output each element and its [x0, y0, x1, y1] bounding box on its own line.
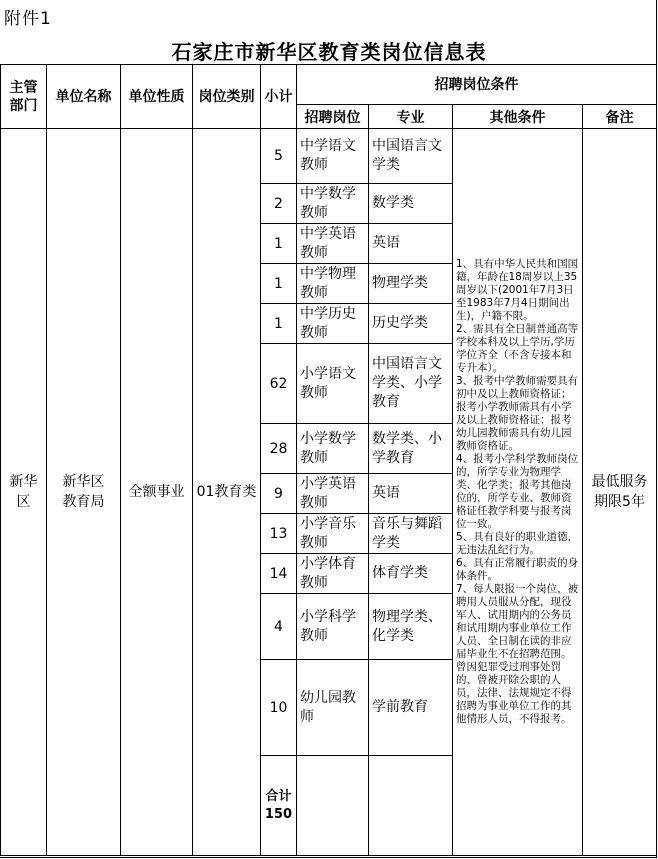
count-cell: 1: [261, 304, 297, 344]
unit-name-cell: 新华区教育局: [47, 129, 121, 856]
post-cell: 小学语文教师: [297, 344, 369, 424]
major-cell: 音乐与舞蹈学类: [369, 514, 453, 554]
post-cell: 中学数学教师: [297, 184, 369, 224]
count-cell: 14: [261, 554, 297, 594]
header-unit-name: 单位名称: [47, 65, 121, 129]
major-cell: 历史学类: [369, 304, 453, 344]
header-post-type: 岗位类别: [193, 65, 261, 129]
major-cell: 学前教育: [369, 660, 453, 756]
post-cell: 中学英语教师: [297, 224, 369, 264]
major-cell: 物理学类: [369, 264, 453, 304]
post-cell: 小学英语教师: [297, 474, 369, 514]
post-cell: 小学体育教师: [297, 554, 369, 594]
count-cell: 4: [261, 594, 297, 660]
post-cell: 中学物理教师: [297, 264, 369, 304]
post-cell: 中学语文教师: [297, 129, 369, 184]
page-title: 石家庄市新华区教育类岗位信息表: [171, 40, 487, 64]
remark-cell: 最低服务期限5年: [583, 129, 657, 856]
count-cell: 9: [261, 474, 297, 514]
major-cell: 体育学类: [369, 554, 453, 594]
count-cell: 28: [261, 424, 297, 474]
major-cell: 英语: [369, 224, 453, 264]
count-cell: 13: [261, 514, 297, 554]
major-cell: 中国语言文学类: [369, 129, 453, 184]
major-cell: 物理学类、化学类: [369, 594, 453, 660]
count-cell: 5: [261, 129, 297, 184]
header-other: 其他条件: [453, 105, 583, 129]
major-cell: 英语: [369, 474, 453, 514]
post-type-cell: 01教育类: [193, 129, 261, 856]
header-remark: 备注: [583, 105, 657, 129]
major-cell: 数学类: [369, 184, 453, 224]
header-unit-nature: 单位性质: [121, 65, 193, 129]
count-cell: 1: [261, 264, 297, 304]
dept-cell: 新华区: [1, 129, 47, 856]
header-dept: 主管部门: [1, 65, 47, 129]
post-cell: 中学历史教师: [297, 304, 369, 344]
total-label: 合计: [265, 788, 292, 804]
count-cell: 2: [261, 184, 297, 224]
post-cell: 小学音乐教师: [297, 514, 369, 554]
count-cell: 10: [261, 660, 297, 756]
empty-cell: [369, 756, 453, 856]
header-conditions: 招聘岗位条件: [297, 65, 657, 105]
post-cell: 幼儿园教师: [297, 660, 369, 756]
recruitment-table: [0, 64, 657, 856]
header-major: 专业: [369, 105, 453, 129]
total-cell: [261, 756, 297, 856]
post-cell: 小学数学教师: [297, 424, 369, 474]
header-post: 招聘岗位: [297, 105, 369, 129]
count-cell: 1: [261, 224, 297, 264]
major-cell: 数学类、小学教育: [369, 424, 453, 474]
post-cell: 小学科学教师: [297, 594, 369, 660]
attachment-label: 附件1: [4, 9, 52, 29]
empty-cell: [297, 756, 369, 856]
table-row: [1, 129, 657, 184]
other-conditions-cell: 1、具有中华人民共和国国籍，年龄在18周岁以上35周岁以下(2001年7月3日至1983年7月4日期间出生)，户籍不限。 2、需具有全日制普通高等学校本科及以上学历,学历学位齐全（不含专接本和专升本）。 3、报考中学教师需要具有初中及以上教师资格证；报考小学教师需具有小学及以上教师资格证；报考幼儿园教师需具有幼儿园教师资格证。 4、报考小学科学教师岗位的，所学专业为物理学类、化学类；报考其他岗位的，所学专业、教师资格证任教学科要与报考岗位一致。 5、具有良好的职业道德，无违法乱纪行为。 6、具有正常履行职责的身体条件。 7、每人限报一个岗位，被聘用人员服从分配，现役军人、试用期内的公务员和试用期内事业单位工作人员、全日制在读的非应届毕业生不在招聘范围。曾因犯罪受过刑事处罚的、曾被开除公职的人员，法律、法规规定不得招聘为事业单位工作的其他情形人员，不得报考。: [453, 129, 583, 856]
unit-nature-cell: 全额事业: [121, 129, 193, 856]
total-value: 150: [264, 806, 293, 822]
count-cell: 62: [261, 344, 297, 424]
major-cell: 中国语言文学类、小学教育: [369, 344, 453, 424]
header-subtotal: 小计: [261, 65, 297, 129]
